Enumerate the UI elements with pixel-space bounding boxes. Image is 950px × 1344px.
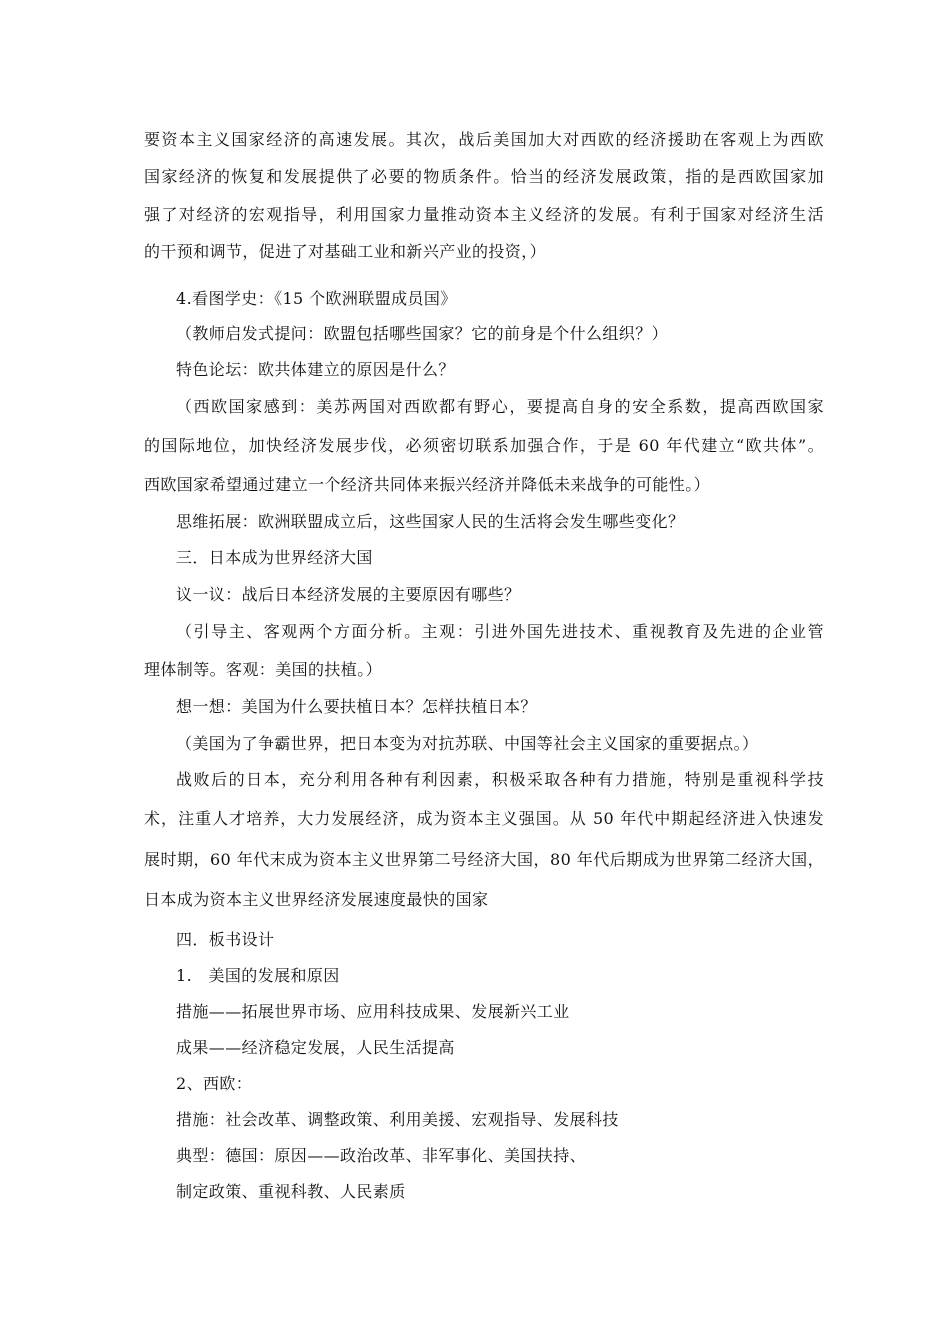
text-line: 西欧国家希望通过建立一个经济共同体来振兴经济并降低未来战争的可能性。） (144, 475, 711, 494)
text-line: 日本成为资本主义世界经济发展速度最快的国家 (144, 890, 489, 909)
text-line: 战败后的日本，充分利用各种有利因素，积极采取各种有力措施，特别是重视科学技 (176, 770, 824, 789)
text-line: 典型：德国：原因——政治改革、非军事化、美国扶持、 (176, 1146, 587, 1165)
text-line: 特色论坛：欧共体建立的原因是什么？ (176, 360, 455, 379)
text-line: 国家经济的恢复和发展提供了必要的物质条件。恰当的经济发展政策，指的是西欧国家加 (144, 167, 824, 186)
text-line: 要资本主义国家经济的高速发展。其次，战后美国加大对西欧的经济援助在客观上为西欧 (144, 130, 824, 149)
text-line: 4.看图学史：《15 个欧洲联盟成员国》 (176, 289, 457, 308)
text-line: 思维拓展：欧洲联盟成立后，这些国家人民的生活将会发生哪些变化？ (176, 512, 685, 531)
text-line: 制定政策、重视科教、人民素质 (176, 1182, 406, 1201)
text-line: 的干预和调节，促进了对基础工业和新兴产业的投资，） (144, 242, 547, 261)
text-line: 2、西欧： (176, 1074, 253, 1093)
text-line: 议一议：战后日本经济发展的主要原因有哪些？ (176, 585, 521, 604)
text-line: 1. 美国的发展和原因 (176, 966, 340, 985)
text-line: 强了对经济的宏观指导，利用国家力量推动资本主义经济的发展。有利于国家对经济生活 (144, 205, 824, 224)
text-line: 展时期，60 年代末成为资本主义世界第二号经济大国，80 年代后期成为世界第二经济大国， (144, 850, 824, 869)
text-line: 想一想：美国为什么要扶植日本？怎样扶植日本？ (176, 697, 537, 716)
text-line: （引导主、客观两个方面分析。主观：引进外国先进技术、重视教育及先进的企业管 (176, 622, 824, 641)
section-heading: 四．板书设计 (176, 930, 275, 949)
text-line: 的国际地位，加快经济发展步伐，必须密切联系加强合作，于是 60 年代建立“欧共体”。 (144, 436, 824, 455)
text-line: （教师启发式提问：欧盟包括哪些国家？它的前身是个什么组织？） (176, 324, 669, 343)
text-line: （西欧国家感到：美苏两国对西欧都有野心，要提高自身的安全系数，提高西欧国家 (176, 397, 824, 416)
text-line: 术，注重人才培养，大力发展经济，成为资本主义强国。从 50 年代中期起经济进入快速发 (144, 809, 824, 828)
section-heading: 三．日本成为世界经济大国 (176, 548, 373, 567)
text-line: （美国为了争霸世界，把日本变为对抗苏联、中国等社会主义国家的重要据点。） (176, 734, 759, 753)
text-line: 措施——拓展世界市场、应用科技成果、发展新兴工业 (176, 1002, 570, 1021)
text-line: 成果——经济稳定发展，人民生活提高 (176, 1038, 455, 1057)
text-line: 理体制等。客观：美国的扶植。） (144, 660, 383, 679)
text-line: 措施：社会改革、调整政策、利用美援、宏观指导、发展科技 (176, 1110, 619, 1129)
